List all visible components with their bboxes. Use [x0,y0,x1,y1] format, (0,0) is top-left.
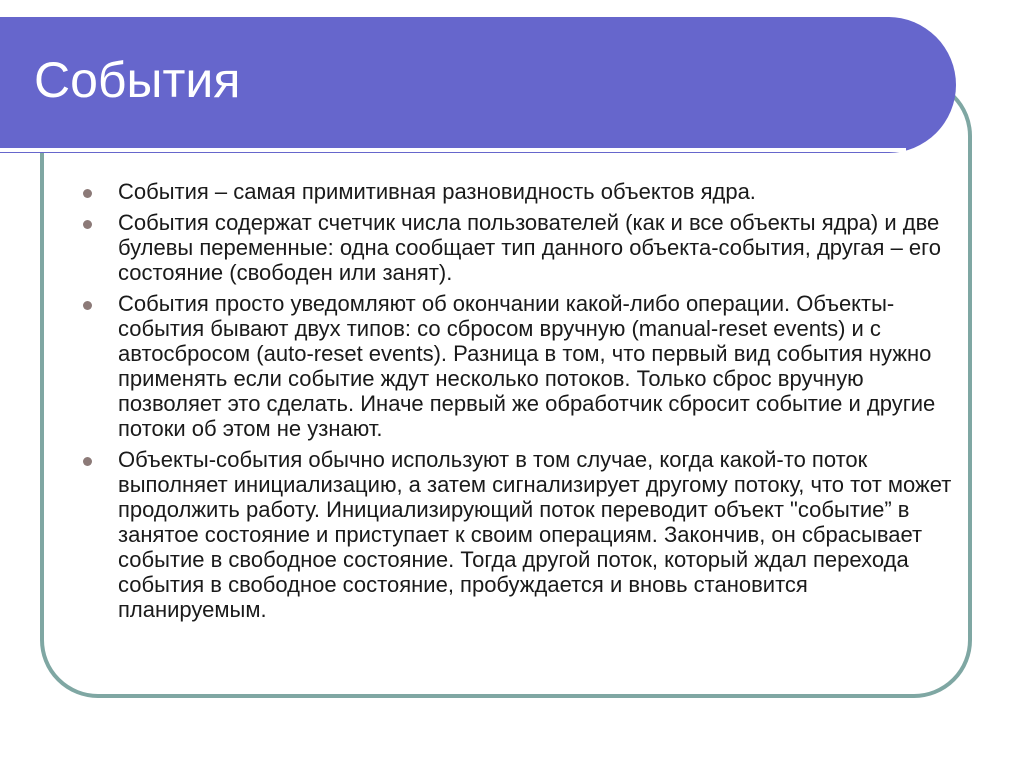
bullet-item [80,179,952,204]
bullet-text: События – самая примитивная разновидность объектов ядра. [118,179,756,204]
bullet-dot-icon [83,189,92,198]
bullet-dot-icon [83,301,92,310]
bullet-dot-icon [83,457,92,466]
bullet-text: Объекты-события обычно используют в том случае, когда какой-то поток выполняет инициализацию, а затем сигнализирует другому потоку, что тот может продолжить работу. Инициализирующий поток переводит объект "событие” в занятое состояние и приступает к своим операциям. Закончив, он сбрасывает событие в свободное состояние. Тогда другой поток, который ждал перехода события в свободное состояние, пробуждается и вновь становится планируемым. [118,447,952,622]
bullet-dot-icon [83,220,92,229]
bullet-item [80,210,952,285]
bullet-list [80,179,952,628]
bullet-text: События содержат счетчик числа пользователей (как и все объекты ядра) и две булевы переменные: одна сообщает тип данного объекта-события, другая – его состояние (свободен или занят). [118,210,941,285]
slide-title: События [34,52,241,108]
title-underline [0,148,906,152]
bullet-item [80,291,952,441]
bullet-text: События просто уведомляют об окончании какой-либо операции. Объекты-события бывают двух типов: со сбросом вручную (manual-reset events) и с автосбросом (auto-reset events). Разница в том, что первый вид события нужно применять если событие ждут несколько потоков. Только сброс вручную позволяет это сделать. Иначе первый же обработчик сбросит событие и другие потоки об этом не узнают. [118,291,936,441]
bullet-item [80,447,952,622]
